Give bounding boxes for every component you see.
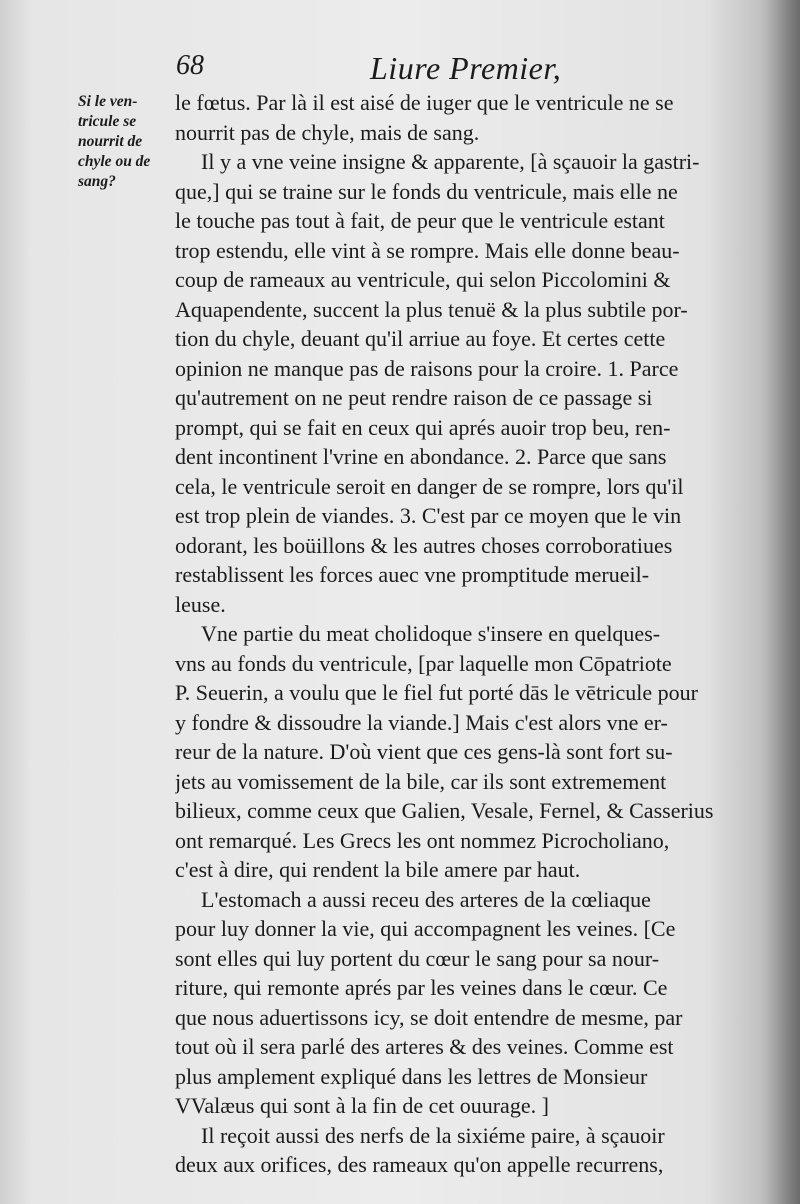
text-line: que nous aduertissons icy, se doit entendre de mesme, par <box>175 1004 683 1030</box>
text-line: ont remarqué. Les Grecs les ont nommez Picrocholiano, <box>175 827 670 853</box>
running-head: Liure Premier, <box>370 50 562 86</box>
text-line: le fœtus. Par là il est aisé de iuger que le ventricule ne se <box>175 90 674 115</box>
text-line: tion du chyle, deuant qu'il arriue au foye. Et certes cette <box>175 326 666 351</box>
text-line: riture, qui remonte aprés par les veines dans le cœur. Ce <box>175 975 668 1000</box>
margin-note-line: Si le ven- <box>78 93 138 110</box>
text-line: y fondre & dissoudre la viande.] Mais c'est alors vne er- <box>175 709 668 735</box>
text-line: pour luy donner la vie, qui accompagnent les veines. [Ce <box>175 916 676 941</box>
text-line: trop estendu, elle vint à se rompre. Mais elle donne beau- <box>175 237 680 263</box>
text-line: jets au vomissement de la bile, car ils sont extremement <box>175 768 667 794</box>
margin-note-line: chyle ou de <box>78 153 151 170</box>
text-line: prompt, qui se fait en ceux qui aprés auoir trop beu, ren- <box>175 414 671 440</box>
text-line: dent incontinent l'vrine en abondance. 2. Parce que sans <box>175 444 667 469</box>
text-line: vns au fonds du ventricule, [par laquelle mon Cōpatriote <box>175 650 672 676</box>
text-line: cela, le ventricule seroit en danger de se rompre, lors qu'il <box>175 473 684 499</box>
text-line: qu'autrement on ne peut rendre raison de ce passage si <box>175 385 653 410</box>
page-number: 68 <box>176 50 204 81</box>
text-line: opinion ne manque pas de raisons pour la croire. 1. Parce <box>175 355 679 381</box>
margin-note <box>78 92 174 192</box>
text-line: P. Seuerin, a voulu que le fiel fut porté dās le vētricule pour <box>175 680 698 705</box>
text-line: leuse. <box>175 591 226 617</box>
text-line: que,] qui se traine sur le fonds du ventricule, mais elle ne <box>175 178 678 204</box>
text-line: coup de rameaux au ventricule, qui selon Piccolomini & <box>175 267 671 292</box>
page-header <box>0 46 800 90</box>
page-edge-shadow <box>760 0 800 1204</box>
text-line: deux aux orifices, des rameaux qu'on appelle recurrens, <box>175 1152 664 1177</box>
text-line: Aquapendente, succent la plus tenuë & la plus subtile por- <box>175 296 688 322</box>
text-line: plus amplement expliqué dans les lettres de Monsieur <box>175 1063 648 1089</box>
body-text <box>175 88 740 1180</box>
text-line: sont elles qui luy portent du cœur le sang pour sa nour- <box>175 945 660 971</box>
margin-note-line: tricule se <box>78 113 137 130</box>
text-line: nourrit pas de chyle, mais de sang. <box>175 119 480 145</box>
text-line: est trop plein de viandes. 3. C'est par ce moyen que le vin <box>175 503 682 528</box>
margin-note-line: sang? <box>78 173 116 190</box>
text-line: Il y a vne veine insigne & apparente, [à sçauoir la gastri- <box>201 149 700 174</box>
text-line: L'estomach a aussi receu des arteres de la cœliaque <box>201 886 651 912</box>
text-line: restablissent les forces auec vne promptitude merueil- <box>175 562 650 587</box>
text-line: reur de la nature. D'où vient que ces gens-là sont fort su- <box>175 739 673 764</box>
text-line: odorant, les boüillons & les autres choses corroboratiues <box>175 532 673 558</box>
text-line: le touche pas tout à fait, de peur que le ventricule estant <box>175 208 665 233</box>
text-line: tout où il sera parlé des arteres & des veines. Comme est <box>175 1034 674 1059</box>
text-line: Il reçoit aussi des nerfs de la sixiéme paire, à sçauoir <box>201 1122 665 1148</box>
margin-note-line: nourrit de <box>78 133 143 150</box>
text-line: c'est à dire, qui rendent la bile amere par haut. <box>175 857 581 882</box>
text-line: Vne partie du meat cholidoque s'insere en quelques- <box>201 621 661 646</box>
text-line: bilieux, comme ceux que Galien, Vesale, Fernel, & Casserius <box>175 798 714 823</box>
text-line: VValæus qui sont à la fin de cet ouurage. ] <box>175 1093 549 1118</box>
